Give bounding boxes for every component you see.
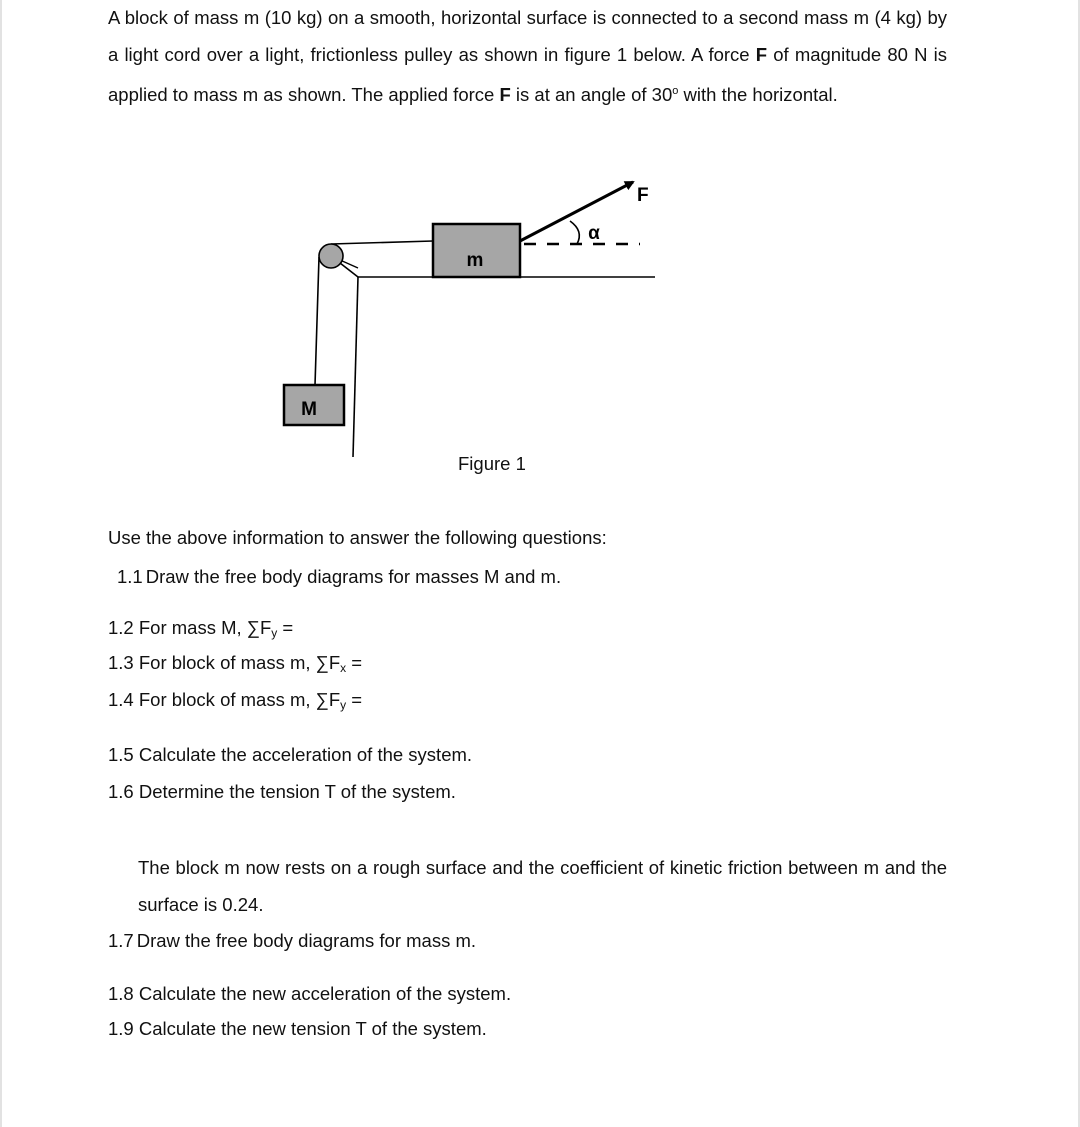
force-arrow (520, 182, 633, 241)
block-hanging-label: M (301, 399, 317, 420)
figure-1-diagram (0, 0, 1080, 470)
force-symbol: F (755, 43, 768, 65)
question-1-8: 1.8 Calculate the new acceleration of the system. (108, 983, 512, 1004)
question-1-4: 1.4 For block of mass m, $\sum F_y$ = (108, 689, 363, 712)
question-1-5: 1.5 Calculate the acceleration of the system. (108, 744, 473, 765)
figure-caption: Figure 1 (458, 453, 526, 474)
question-1-6: 1.6 Determine the tension T of the system. (108, 781, 456, 802)
force-label: F (637, 185, 649, 206)
intro-paragraph: A block of mass m (10 kg) on a smooth, horizontal surface is connected to a second mass m (4 kg) by a light cord over a light, frictionless pulley as shown in figure 1 below. A force F of magnitude 80 N is applied to mass m as shown. The applied force F is at an angle of 30$^o$ with the horizontal. (108, 7, 947, 105)
table-surface (353, 277, 655, 457)
questions-lead: Use the above information to answer the following questions: (108, 527, 607, 548)
question-1-9: 1.9 Calculate the new tension T of the system. (108, 1018, 487, 1039)
angle-label: α (588, 223, 600, 244)
question-1-3: 1.3 For block of mass m, $\sum F_x$ = (108, 652, 363, 675)
force-symbol: F (499, 84, 511, 105)
pulley (319, 244, 343, 268)
question-1-7: 1.7 Draw the free body diagrams for mass m. (108, 930, 477, 951)
question-1-1: 1.1 Draw the free body diagrams for masses M and m. (117, 566, 562, 587)
angle-arc (570, 221, 579, 244)
block-small-label: m (466, 250, 484, 271)
rough-surface-paragraph: The block m now rests on a rough surface and the coefficient of kinetic friction between m and the surface is 0.24. (138, 857, 947, 915)
question-1-2: 1.2 For mass M, $\sum F_y$ = (108, 617, 294, 640)
degree-symbol: o (672, 85, 679, 97)
